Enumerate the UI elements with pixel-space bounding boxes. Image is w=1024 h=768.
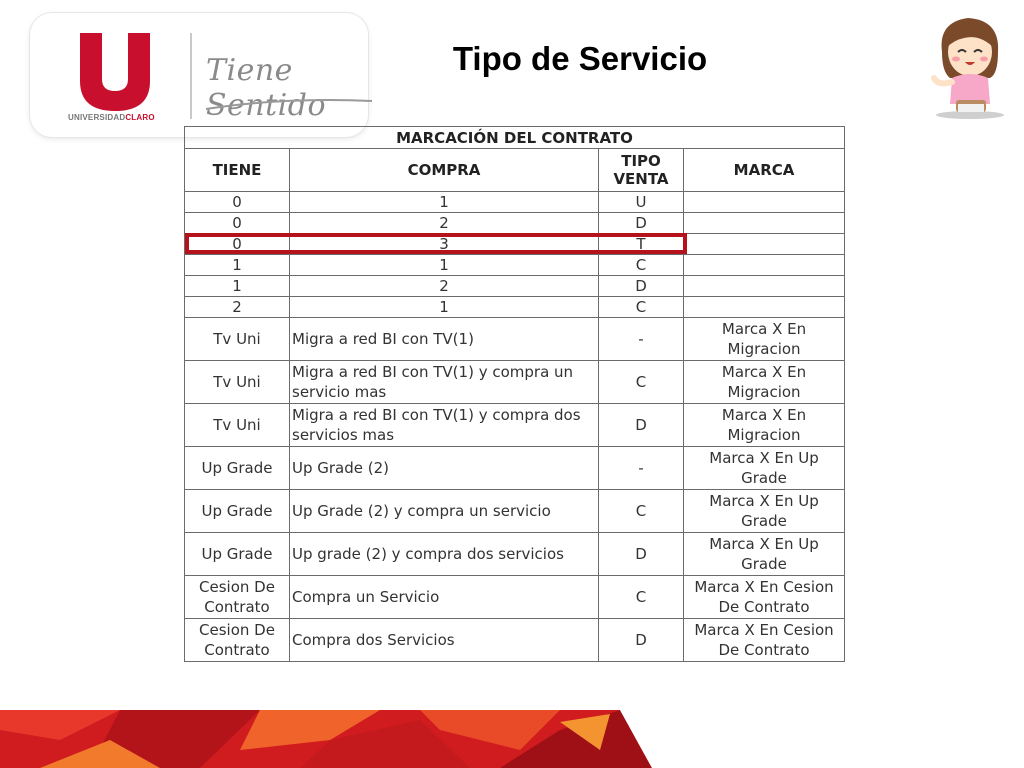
cell-tipo-venta: D — [599, 276, 684, 297]
header-tiene: TIENE — [185, 149, 290, 192]
cell-compra: Compra un Servicio — [290, 576, 599, 619]
cell-compra: Migra a red BI con TV(1) — [290, 318, 599, 361]
cell-marca: Marca X En Migracion — [684, 404, 845, 447]
cell-marca: Marca X En Up Grade — [684, 533, 845, 576]
header-venta-line: VENTA — [613, 170, 669, 188]
cell-tiene: 0 — [185, 234, 290, 255]
contract-table-container — [184, 126, 844, 662]
cell-compra: Up Grade (2) — [290, 447, 599, 490]
table-row — [185, 318, 845, 361]
cell-marca — [684, 192, 845, 213]
page-title: Tipo de Servicio — [452, 40, 708, 77]
cell-marca: Marca X En Migracion — [684, 318, 845, 361]
cell-compra: Migra a red BI con TV(1) y compra un servicio mas — [290, 361, 599, 404]
cell-compra: 2 — [290, 213, 599, 234]
cell-marca: Marca X En Migracion — [684, 361, 845, 404]
table-row — [185, 297, 845, 318]
header-compra: COMPRA — [290, 149, 599, 192]
cell-tiene: 2 — [185, 297, 290, 318]
cell-marca — [684, 213, 845, 234]
cell-compra: 2 — [290, 276, 599, 297]
cell-tiene: Tv Uni — [185, 361, 290, 404]
header-tipo-line: TIPO — [621, 152, 661, 170]
table-header-row — [185, 149, 845, 192]
cell-tipo-venta: T — [599, 234, 684, 255]
table-row — [185, 192, 845, 213]
table-row — [185, 213, 845, 234]
cell-tiene: 0 — [185, 213, 290, 234]
cell-tipo-venta: C — [599, 255, 684, 276]
cell-compra: Compra dos Servicios — [290, 619, 599, 662]
logo-divider — [190, 33, 192, 119]
cell-marca: Marca X En Up Grade — [684, 490, 845, 533]
table-row — [185, 619, 845, 662]
cell-tipo-venta: C — [599, 576, 684, 619]
university-logo-card — [30, 13, 368, 137]
cell-compra: 1 — [290, 192, 599, 213]
cell-compra: 1 — [290, 255, 599, 276]
cell-tipo-venta: C — [599, 490, 684, 533]
cell-tiene: Up Grade — [185, 447, 290, 490]
cell-tiene: Up Grade — [185, 533, 290, 576]
cell-tiene: Tv Uni — [185, 318, 290, 361]
cell-marca: Marca X En Up Grade — [684, 447, 845, 490]
table-row — [185, 447, 845, 490]
logo-caption-university: UNIVERSIDAD — [68, 113, 126, 122]
cell-compra: Migra a red BI con TV(1) y compra dos servicios mas — [290, 404, 599, 447]
cell-tiene: 0 — [185, 192, 290, 213]
contract-table-body — [185, 127, 845, 662]
cell-compra: 1 — [290, 297, 599, 318]
cell-marca — [684, 234, 845, 255]
table-row — [185, 533, 845, 576]
cell-marca — [684, 276, 845, 297]
logo-caption — [68, 113, 155, 122]
cell-tipo-venta: D — [599, 404, 684, 447]
cell-tipo-venta: - — [599, 447, 684, 490]
table-row — [185, 576, 845, 619]
cell-tipo-venta: U — [599, 192, 684, 213]
footer-decorative-band — [0, 710, 1024, 768]
cell-compra: Up grade (2) y compra dos servicios — [290, 533, 599, 576]
cell-tiene: Tv Uni — [185, 404, 290, 447]
cell-tipo-venta: D — [599, 533, 684, 576]
logo-caption-claro: CLARO — [125, 113, 155, 122]
cell-compra: 3 — [290, 234, 599, 255]
cell-tiene: Cesion De Contrato — [185, 576, 290, 619]
cell-compra: Up Grade (2) y compra un servicio — [290, 490, 599, 533]
cell-tiene: Cesion De Contrato — [185, 619, 290, 662]
logo-slogan: Tiene Sentido — [206, 53, 327, 123]
cell-tiene: 1 — [185, 276, 290, 297]
cell-tipo-venta: C — [599, 361, 684, 404]
cell-tiene: Up Grade — [185, 490, 290, 533]
cell-tiene: 1 — [185, 255, 290, 276]
header-tipo-venta — [599, 149, 684, 192]
cell-marca — [684, 255, 845, 276]
cell-marca: Marca X En Cesion De Contrato — [684, 576, 845, 619]
cell-marca — [684, 297, 845, 318]
university-u-logo-icon — [80, 33, 150, 111]
table-row — [185, 255, 845, 276]
cell-tipo-venta: C — [599, 297, 684, 318]
cell-tipo-venta: D — [599, 619, 684, 662]
highlight-box-row-0-3-t — [185, 233, 687, 254]
slogan-swoosh-icon — [204, 93, 374, 113]
table-caption: MARCACIÓN DEL CONTRATO — [185, 127, 845, 149]
header-marca: MARCA — [684, 149, 845, 192]
cell-marca: Marca X En Cesion De Contrato — [684, 619, 845, 662]
table-row — [185, 404, 845, 447]
table-caption-row — [185, 127, 845, 149]
table-row — [185, 361, 845, 404]
table-row — [185, 490, 845, 533]
contract-table — [184, 126, 845, 662]
cell-tipo-venta: D — [599, 213, 684, 234]
table-row — [185, 276, 845, 297]
mascot-girl-icon — [928, 12, 1008, 120]
cell-tipo-venta: - — [599, 318, 684, 361]
